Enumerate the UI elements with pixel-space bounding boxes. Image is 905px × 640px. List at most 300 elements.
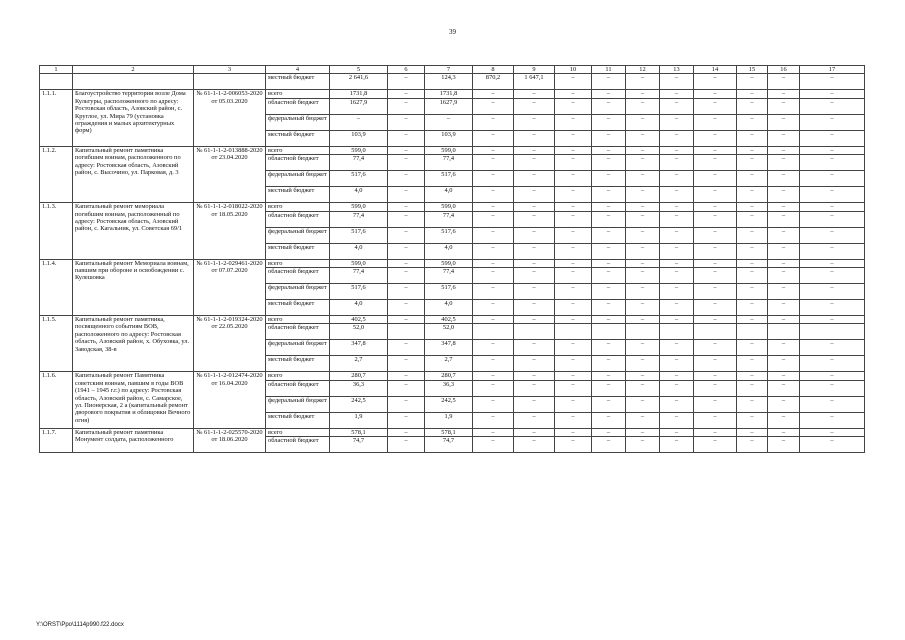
value-cell: – [800, 74, 865, 90]
value-cell: – [660, 243, 694, 259]
value-col5: 1627,9 [330, 98, 388, 114]
source-cell: всего [266, 146, 330, 154]
header-cell: 4 [266, 66, 330, 74]
value-col8: – [473, 437, 514, 453]
value-cell: – [626, 380, 660, 396]
item-name: Капитальный ремонт мемориала погибшим воинам, расположенный по адресу: Ростовская область, Азовский район, с. Кагальник, ул. Советская 69/1 [73, 203, 194, 259]
value-col8 [473, 324, 514, 340]
value-cell: – [737, 114, 768, 130]
header-cell: 8 [473, 66, 514, 74]
value-cell: – [555, 259, 592, 267]
value-col7: 52,0 [425, 324, 473, 340]
value-col7: 402,5 [425, 316, 473, 324]
value-cell: – [694, 380, 737, 396]
value-col8: – [473, 114, 514, 130]
value-cell: – [800, 340, 865, 356]
value-col9: – [514, 268, 555, 284]
value-cell: – [626, 227, 660, 243]
value-col8: – [473, 187, 514, 203]
header-cell: 17 [800, 66, 865, 74]
value-col9: – [514, 130, 555, 146]
item-name: Капитальный ремонт памятника, посвященного событиям ВОВ, расположенного по адресу: Ростовская область, Азовский район, х. Обуховка, ул. Заводская, 38-в [73, 316, 194, 372]
value-cell: – [592, 227, 626, 243]
source-cell: областной бюджет [266, 211, 330, 227]
value-cell: – [555, 98, 592, 114]
value-cell: – [555, 356, 592, 372]
value-col8: – [473, 412, 514, 428]
value-cell: – [694, 396, 737, 412]
value-col7: 517,6 [425, 284, 473, 300]
value-cell: – [694, 171, 737, 187]
value-cell: – [626, 372, 660, 380]
value-cell: – [800, 227, 865, 243]
value-col5: 77,4 [330, 211, 388, 227]
value-cell: – [768, 372, 800, 380]
value-cell: – [800, 98, 865, 114]
value-cell: – [800, 316, 865, 324]
value-cell: – [555, 155, 592, 171]
value-col6: – [388, 380, 425, 396]
value-cell: – [592, 396, 626, 412]
value-cell: – [768, 300, 800, 316]
value-col8: – [473, 268, 514, 284]
value-col5: 1731,8 [330, 90, 388, 98]
header-cell: 14 [694, 66, 737, 74]
value-col6: – [388, 98, 425, 114]
value-cell: – [737, 316, 768, 324]
value-cell: – [660, 98, 694, 114]
value-col9: – [514, 211, 555, 227]
value-col6: – [388, 203, 425, 211]
value-col7: 4,0 [425, 243, 473, 259]
value-cell: – [768, 114, 800, 130]
value-cell: – [768, 203, 800, 211]
value-cell: – [660, 316, 694, 324]
value-col5: 578,1 [330, 428, 388, 436]
value-cell [800, 324, 865, 340]
value-col6: – [388, 428, 425, 436]
value-cell: – [660, 300, 694, 316]
header-cell: 5 [330, 66, 388, 74]
value-cell: – [660, 155, 694, 171]
value-col8: – [473, 130, 514, 146]
value-cell: – [800, 146, 865, 154]
value-cell: – [555, 146, 592, 154]
value-cell [592, 324, 626, 340]
value-cell: – [555, 187, 592, 203]
value-cell: – [737, 243, 768, 259]
file-path-footer: Y:\ORST\Ppo\1114p990.f22.docx [36, 622, 124, 628]
value-cell: – [592, 284, 626, 300]
value-col9: – [514, 372, 555, 380]
value-col9: – [514, 284, 555, 300]
value-col5: 517,6 [330, 227, 388, 243]
value-col8: – [473, 300, 514, 316]
value-cell: – [626, 171, 660, 187]
value-cell: – [768, 316, 800, 324]
value-cell: – [555, 340, 592, 356]
value-col9: – [514, 98, 555, 114]
value-cell [626, 324, 660, 340]
value-cell: – [800, 171, 865, 187]
value-col6: – [388, 316, 425, 324]
value-cell: – [592, 300, 626, 316]
value-cell: – [626, 155, 660, 171]
value-col9: 1 647,1 [514, 74, 555, 90]
value-cell: – [592, 316, 626, 324]
doc-cell [194, 74, 266, 90]
value-cell: – [800, 130, 865, 146]
value-cell: – [737, 340, 768, 356]
header-cell: 7 [425, 66, 473, 74]
value-cell: – [768, 130, 800, 146]
value-col9: – [514, 90, 555, 98]
value-col9: – [514, 300, 555, 316]
value-col7: 599,0 [425, 146, 473, 154]
item-document: № 61-1-1-2-019324-2020 от 22.05.2020 [194, 316, 266, 372]
value-cell: – [800, 372, 865, 380]
value-col5: 599,0 [330, 203, 388, 211]
value-cell: – [660, 90, 694, 98]
num-cell [40, 74, 73, 90]
item-number: 1.1.6. [40, 372, 73, 428]
item-document: № 61-1-1-2-012474-2020 от 16.04.2020 [194, 372, 266, 428]
value-cell: – [800, 428, 865, 436]
source-cell: местный бюджет [266, 412, 330, 428]
value-cell: – [592, 259, 626, 267]
value-cell: – [626, 300, 660, 316]
value-cell: – [626, 268, 660, 284]
value-cell: – [694, 114, 737, 130]
value-col7: 4,0 [425, 187, 473, 203]
value-col7: 280,7 [425, 372, 473, 380]
value-cell: – [592, 340, 626, 356]
value-cell: – [660, 114, 694, 130]
value-cell: – [555, 211, 592, 227]
value-cell: – [626, 90, 660, 98]
value-cell: – [626, 114, 660, 130]
header-cell: 9 [514, 66, 555, 74]
value-col8: – [473, 171, 514, 187]
value-cell: – [694, 211, 737, 227]
value-cell: – [694, 155, 737, 171]
value-col9: – [514, 437, 555, 453]
value-cell: – [694, 372, 737, 380]
item-name: Капитальный ремонт Мемориала воинам, павшим при обороне и освобождении с. Кулешовка [73, 259, 194, 315]
value-col9: – [514, 243, 555, 259]
value-col7: 36,3 [425, 380, 473, 396]
value-cell: – [592, 203, 626, 211]
value-cell: – [555, 74, 592, 90]
value-col5: 2 641,6 [330, 74, 388, 90]
value-cell: – [737, 74, 768, 90]
value-cell: – [737, 268, 768, 284]
value-cell: – [694, 300, 737, 316]
value-col5: 77,4 [330, 268, 388, 284]
value-cell: – [626, 284, 660, 300]
value-cell: – [737, 90, 768, 98]
value-col7: 2,7 [425, 356, 473, 372]
value-col5: 74,7 [330, 437, 388, 453]
value-cell: – [768, 259, 800, 267]
value-col9: – [514, 356, 555, 372]
value-cell: – [660, 284, 694, 300]
value-cell: – [737, 437, 768, 453]
value-col8: – [473, 380, 514, 396]
value-cell: – [626, 428, 660, 436]
value-cell: – [555, 380, 592, 396]
value-cell: – [768, 428, 800, 436]
value-col5: 517,6 [330, 171, 388, 187]
value-col8: – [473, 396, 514, 412]
value-col8: – [473, 243, 514, 259]
value-cell: – [555, 130, 592, 146]
value-cell: – [660, 171, 694, 187]
value-cell: – [592, 155, 626, 171]
value-col9: – [514, 412, 555, 428]
value-cell: – [737, 412, 768, 428]
value-cell: – [555, 284, 592, 300]
value-col9: – [514, 227, 555, 243]
table-row [40, 74, 865, 90]
value-cell: – [800, 187, 865, 203]
value-col7: 1627,9 [425, 98, 473, 114]
value-cell: – [768, 437, 800, 453]
value-col6: – [388, 227, 425, 243]
value-cell: – [626, 130, 660, 146]
value-cell: – [737, 356, 768, 372]
value-cell: – [737, 372, 768, 380]
value-col9: – [514, 155, 555, 171]
value-cell: – [768, 155, 800, 171]
value-col7: 242,5 [425, 396, 473, 412]
value-col5: 347,8 [330, 340, 388, 356]
value-cell: – [694, 284, 737, 300]
value-cell: – [592, 243, 626, 259]
value-col5: 103,9 [330, 130, 388, 146]
table-row [40, 372, 865, 380]
value-cell: – [694, 90, 737, 98]
table-row [40, 316, 865, 324]
value-cell: – [737, 211, 768, 227]
value-col6: – [388, 259, 425, 267]
value-cell: – [555, 268, 592, 284]
table-row [40, 203, 865, 211]
value-cell: – [592, 98, 626, 114]
item-name: Капитальный ремонт Памятника советским воинам, павшим в годы ВОВ (1941 – 1945 г.г.) по адресу: Ростовская область, Азовский район, с. Самарское, ул. Пионерская, 2 а (капитальный ремонт дворового покрытия и облицовки Вечного огня) [73, 372, 194, 428]
value-cell: – [800, 155, 865, 171]
value-cell: – [555, 90, 592, 98]
value-cell [737, 324, 768, 340]
value-cell: – [800, 114, 865, 130]
item-number: 1.1.1. [40, 90, 73, 146]
value-cell: – [555, 396, 592, 412]
value-col5: 4,0 [330, 300, 388, 316]
item-number: 1.1.2. [40, 146, 73, 202]
value-cell: – [592, 412, 626, 428]
source-cell: федеральный бюджет [266, 227, 330, 243]
header-cell: 11 [592, 66, 626, 74]
value-col9: – [514, 340, 555, 356]
value-cell: – [737, 187, 768, 203]
value-cell: – [555, 372, 592, 380]
value-col8: – [473, 428, 514, 436]
value-cell: – [555, 428, 592, 436]
value-col5: 4,0 [330, 187, 388, 203]
value-cell: – [800, 259, 865, 267]
source-cell: областной бюджет [266, 268, 330, 284]
value-cell: – [737, 428, 768, 436]
value-col9: – [514, 428, 555, 436]
value-cell: – [800, 284, 865, 300]
header-cell: 1 [40, 66, 73, 74]
value-cell: – [626, 203, 660, 211]
value-cell: – [768, 187, 800, 203]
value-cell: – [660, 268, 694, 284]
value-cell: – [592, 372, 626, 380]
value-col6: – [388, 268, 425, 284]
value-cell: – [660, 130, 694, 146]
name-cell [73, 74, 194, 90]
source-cell: областной бюджет [266, 98, 330, 114]
value-cell: – [768, 90, 800, 98]
item-name: Благоустройство территории возле Дома Культуры, расположенного по адресу: Ростовская область, Азовский район, с. Круглое, ул. Мира 79 (установка ограждения и малых архитектурных форм) [73, 90, 194, 146]
source-cell: всего [266, 259, 330, 267]
value-col7: 1731,8 [425, 90, 473, 98]
source-cell: федеральный бюджет [266, 171, 330, 187]
value-col6: – [388, 340, 425, 356]
value-cell: – [694, 268, 737, 284]
value-cell: – [694, 187, 737, 203]
source-cell: всего [266, 316, 330, 324]
source-cell: местный бюджет [266, 187, 330, 203]
value-cell: – [737, 130, 768, 146]
item-document: № 61-1-1-2-018022-2020 от 18.05.2020 [194, 203, 266, 259]
value-cell: – [694, 130, 737, 146]
header-cell: 10 [555, 66, 592, 74]
value-col8: 870,2 [473, 74, 514, 90]
value-cell: – [737, 98, 768, 114]
value-cell: – [737, 396, 768, 412]
value-cell: – [626, 396, 660, 412]
value-cell: – [592, 380, 626, 396]
value-cell: – [592, 428, 626, 436]
value-cell: – [555, 114, 592, 130]
source-cell: всего [266, 90, 330, 98]
value-col9: – [514, 316, 555, 324]
source-cell: федеральный бюджет [266, 340, 330, 356]
header-cell: 12 [626, 66, 660, 74]
value-cell: – [768, 340, 800, 356]
value-cell: – [694, 98, 737, 114]
value-cell: – [592, 114, 626, 130]
value-col5: 4,0 [330, 243, 388, 259]
source-cell: местный бюджет [266, 243, 330, 259]
value-cell: – [592, 90, 626, 98]
source-cell: областной бюджет [266, 380, 330, 396]
value-col5: 517,6 [330, 284, 388, 300]
item-document: № 61-1-1-2-006053-2020 от 05.03.2020 [194, 90, 266, 146]
value-col5: 1,9 [330, 412, 388, 428]
value-col6: – [388, 396, 425, 412]
value-col8: – [473, 316, 514, 324]
value-col7: 578,1 [425, 428, 473, 436]
value-col9: – [514, 259, 555, 267]
value-cell: – [555, 227, 592, 243]
value-cell: – [592, 146, 626, 154]
value-cell: – [768, 243, 800, 259]
source-cell: федеральный бюджет [266, 114, 330, 130]
value-col6: – [388, 155, 425, 171]
value-cell: – [800, 356, 865, 372]
value-cell: – [694, 316, 737, 324]
value-cell: – [626, 74, 660, 90]
value-cell: – [660, 380, 694, 396]
value-cell: – [768, 268, 800, 284]
value-cell [555, 324, 592, 340]
value-col9: – [514, 187, 555, 203]
value-cell: – [660, 412, 694, 428]
value-cell: – [660, 74, 694, 90]
header-cell: 15 [737, 66, 768, 74]
value-cell: – [555, 243, 592, 259]
value-cell: – [800, 211, 865, 227]
value-cell: – [592, 187, 626, 203]
source-cell: местный бюджет [266, 300, 330, 316]
value-cell: – [694, 203, 737, 211]
value-col8: – [473, 259, 514, 267]
value-cell: – [694, 437, 737, 453]
value-cell: – [555, 171, 592, 187]
value-cell: – [626, 211, 660, 227]
source-cell: всего [266, 428, 330, 436]
value-col9: – [514, 171, 555, 187]
item-name: Капитальный ремонт памятника погибшим воинам, расположенного по адресу: Ростовская область, Азовский район, с. Высочино, ул. Парковая, д. 3 [73, 146, 194, 202]
source-cell: всего [266, 203, 330, 211]
value-col5: 52,0 [330, 324, 388, 340]
table-row [40, 90, 865, 98]
value-cell: – [768, 284, 800, 300]
value-cell: – [768, 396, 800, 412]
value-cell: – [737, 227, 768, 243]
value-col7: 1,9 [425, 412, 473, 428]
value-cell: – [768, 356, 800, 372]
table-row [40, 146, 865, 154]
value-cell: – [737, 146, 768, 154]
value-col7: 74,7 [425, 437, 473, 453]
value-cell: – [768, 380, 800, 396]
value-col6: – [388, 243, 425, 259]
value-cell: – [660, 146, 694, 154]
header-row [40, 66, 865, 74]
value-cell: – [737, 259, 768, 267]
value-cell: – [626, 340, 660, 356]
header-cell: 2 [73, 66, 194, 74]
value-cell: – [694, 146, 737, 154]
value-cell: – [800, 396, 865, 412]
source-cell: федеральный бюджет [266, 284, 330, 300]
value-cell: – [800, 300, 865, 316]
value-cell: – [800, 412, 865, 428]
value-cell: – [626, 356, 660, 372]
value-cell [694, 324, 737, 340]
value-cell: – [660, 211, 694, 227]
value-cell: – [592, 211, 626, 227]
value-cell: – [592, 437, 626, 453]
source-cell: местный бюджет [266, 356, 330, 372]
value-col6: – [388, 412, 425, 428]
value-col9: – [514, 114, 555, 130]
